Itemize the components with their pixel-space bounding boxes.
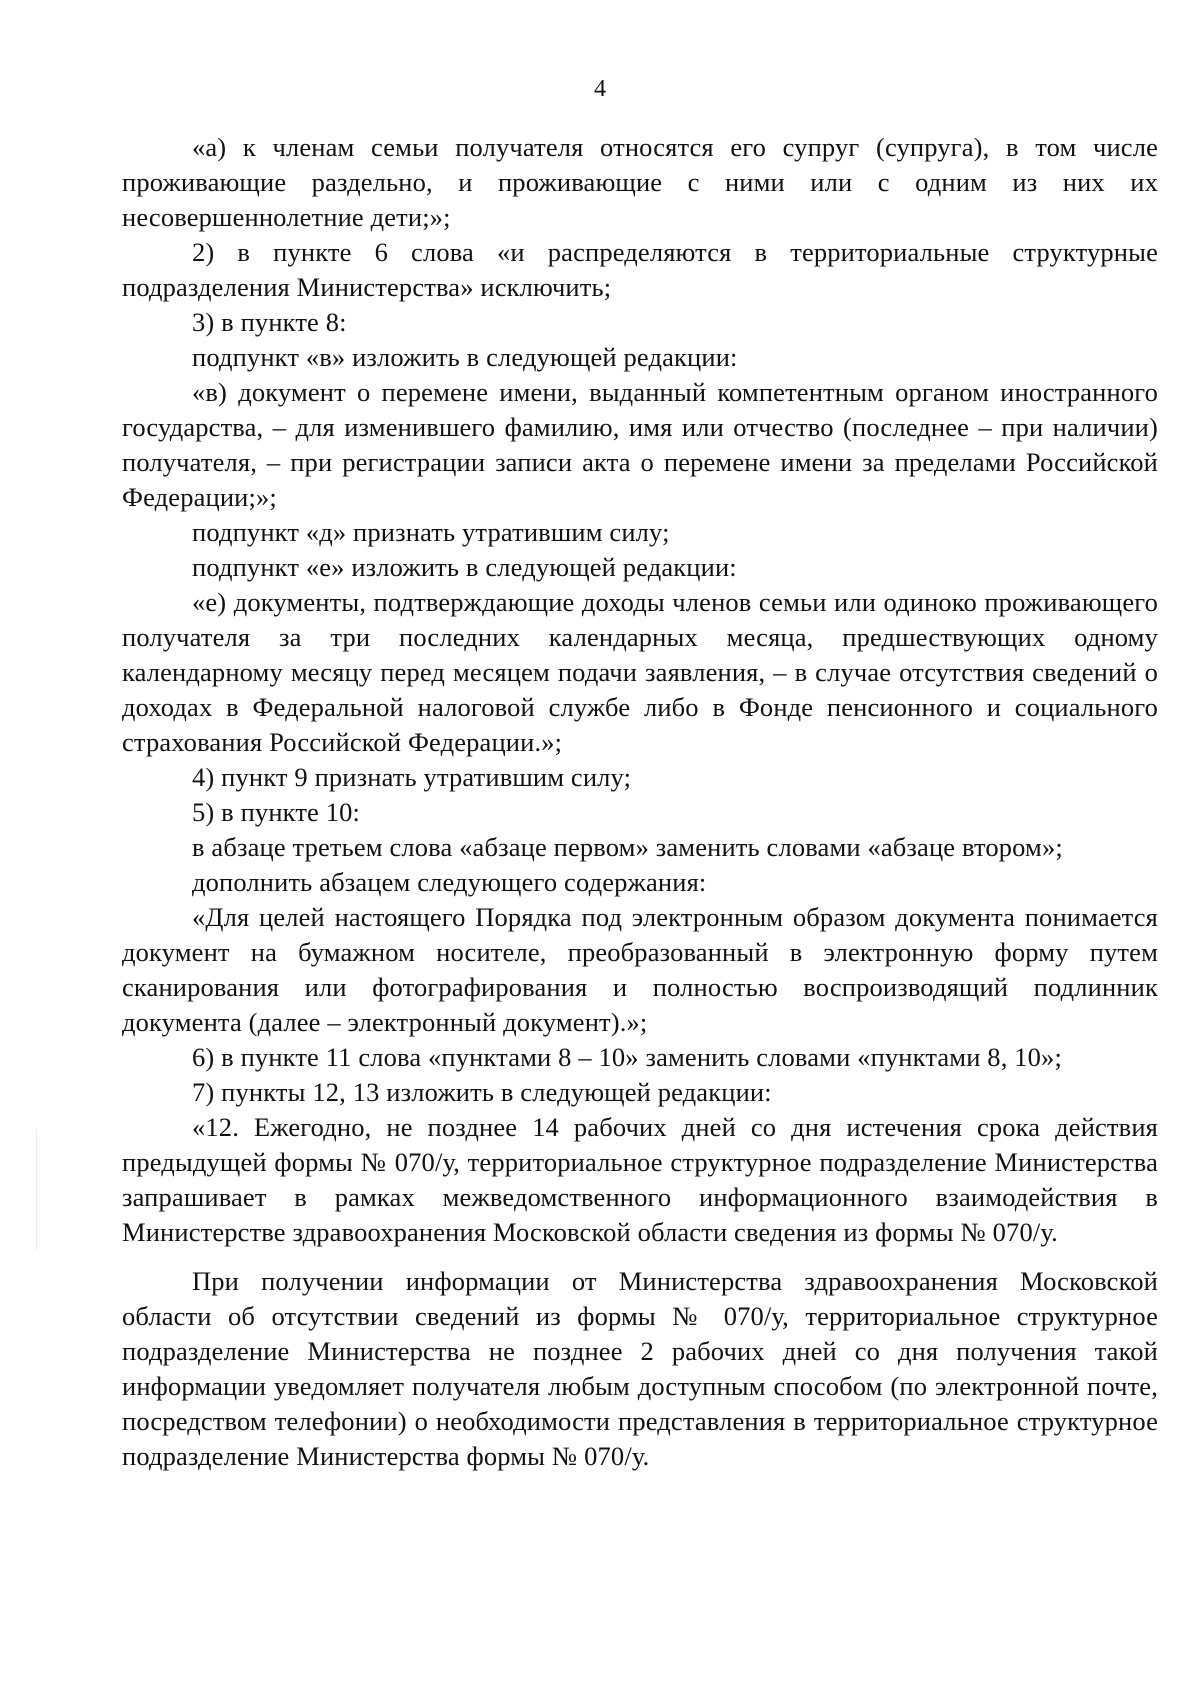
paragraph: «Для целей настоящего Порядка под электронным образом документа понимается документ на бумажном носителе, преобразованный в электронную форму путем сканирования или фотографирования и полностью воспроизводящий подлинник документа (далее – электронный документ).»; — [122, 902, 1158, 1037]
paragraph: «а) к членам семьи получателя относятся его супруг (супруга), в том числе проживающие раздельно, и проживающие с ними или с одним из них их несовершеннолетние дети;»; — [122, 132, 1158, 232]
paragraph: в абзаце третьем слова «абзаце первом» заменить словами «абзаце втором»; — [192, 832, 1063, 862]
paragraph: 2) в пункте 6 слова «и распределяются в территориальные структурные подразделения Министерства» исключить; — [122, 237, 1158, 302]
paragraph: 5) в пункте 10: — [192, 797, 361, 827]
paragraph: 7) пункты 12, 13 изложить в следующей редакции: — [192, 1077, 772, 1107]
page-number: 4 — [594, 76, 606, 102]
document-body — [122, 130, 1158, 1474]
paragraph: При получении информации от Министерства здравоохранения Московской области об отсутствии сведений из формы № 070/у, территориальное структурное подразделение Министерства не позднее 2 рабочих дней со дня получения такой информации уведомляет получателя любым доступным способом (по электронной почте, посредством телефонии) о необходимости представления в территориальное структурное подразделение Министерства формы № 070/у. — [122, 1266, 1158, 1471]
paragraph: «12. Ежегодно, не позднее 14 рабочих дней со дня истечения срока действия предыдущей формы № 070/у, территориальное структурное подразделение Министерства запрашивает в рамках межведомственного информационного взаимодействия в Министерстве здравоохранения Московской области сведения из формы № 070/у. — [122, 1112, 1158, 1247]
paragraph: дополнить абзацем следующего содержания: — [192, 867, 707, 897]
scan-edge-mark — [36, 1130, 37, 1250]
paragraph: подпункт «в» изложить в следующей редакции: — [192, 342, 738, 372]
paragraph: «е) документы, подтверждающие доходы членов семьи или одиноко проживающего получателя за три последних календарных месяца, предшествующих одному календарному месяцу перед месяцем подачи заявления, – в случае отсутствия сведений о доходах в Федеральной налоговой службе либо в Фонде пенсионного и социального страхования Российской Федерации.»; — [122, 587, 1158, 757]
paragraph: подпункт «е» изложить в следующей редакции: — [192, 552, 737, 582]
paragraph: 3) в пункте 8: — [192, 307, 347, 337]
paragraph: подпункт «д» признать утратившим силу; — [192, 517, 670, 547]
paragraph: 6) в пункте 11 слова «пунктами 8 – 10» заменить словами «пунктами 8, 10»; — [192, 1042, 1062, 1072]
paragraph: 4) пункт 9 признать утратившим силу; — [192, 762, 632, 792]
paragraph: «в) документ о перемене имени, выданный компетентным органом иностранного государства, – для изменившего фамилию, имя или отчество (последнее – при наличии) получателя, – при регистрации записи акта о перемене имени за пределами Российской Федерации;»; — [122, 377, 1158, 512]
